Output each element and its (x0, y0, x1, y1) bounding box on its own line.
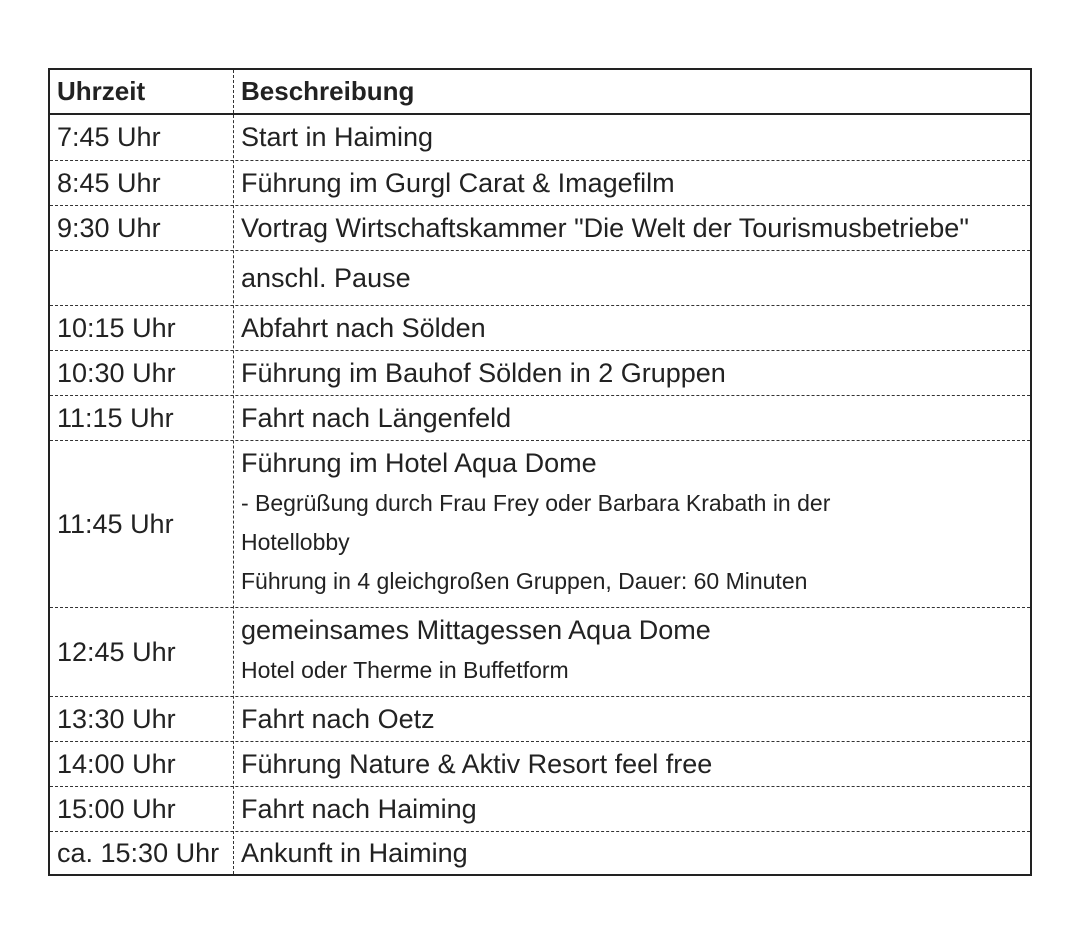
row-detail: Hotellobby (241, 528, 350, 555)
row-time: 9:30 Uhr (57, 212, 161, 243)
header-time: Uhrzeit (57, 76, 146, 106)
row-time: 10:30 Uhr (57, 357, 176, 388)
row-description (233, 206, 1030, 250)
row-detail: Hotel oder Therme in Buffetform (241, 656, 569, 683)
table-row (50, 115, 1030, 160)
row-description (233, 441, 1030, 607)
row-description (233, 396, 1030, 440)
row-time: 15:00 Uhr (57, 793, 176, 824)
row-title: anschl. Pause (241, 262, 411, 293)
table-row (50, 696, 1030, 741)
table-row (50, 205, 1030, 250)
row-description (233, 351, 1030, 395)
table-row (50, 305, 1030, 350)
row-description (233, 787, 1030, 831)
row-description (233, 832, 1030, 874)
row-title: Vortrag Wirtschaftskammer "Die Welt der Tourismusbetriebe" (241, 212, 969, 243)
row-description (233, 608, 1030, 696)
row-description (233, 697, 1030, 741)
table-row (50, 250, 1030, 305)
row-time: 12:45 Uhr (57, 636, 176, 667)
row-time: 11:15 Uhr (57, 402, 174, 433)
table-row (50, 395, 1030, 440)
row-time: 10:15 Uhr (57, 312, 176, 343)
row-title: Abfahrt nach Sölden (241, 312, 486, 343)
row-title: Fahrt nach Oetz (241, 703, 435, 734)
row-description (233, 306, 1030, 350)
row-time (50, 251, 233, 305)
row-title: Führung Nature & Aktiv Resort feel free (241, 748, 713, 779)
table-row (50, 741, 1030, 786)
row-time: 14:00 Uhr (57, 748, 176, 779)
table-row (50, 350, 1030, 395)
row-title: Fahrt nach Haiming (241, 793, 477, 824)
schedule-table (48, 68, 1032, 876)
row-detail: Führung in 4 gleichgroßen Gruppen, Dauer: 60 Minuten (241, 567, 808, 594)
table-row (50, 440, 1030, 607)
row-description (233, 161, 1030, 205)
table-row (50, 160, 1030, 205)
table-row (50, 831, 1030, 874)
row-detail: - Begrüßung durch Frau Frey oder Barbara Krabath in der (241, 489, 831, 516)
row-description (233, 251, 1030, 305)
row-description (233, 115, 1030, 160)
row-title: Führung im Gurgl Carat & Imagefilm (241, 167, 675, 198)
row-title: Start in Haiming (241, 122, 434, 153)
row-title: Führung im Hotel Aqua Dome (241, 448, 597, 479)
table-row (50, 607, 1030, 696)
row-title: Führung im Bauhof Sölden in 2 Gruppen (241, 357, 726, 388)
row-title: gemeinsames Mittagessen Aqua Dome (241, 615, 711, 646)
row-title: Fahrt nach Längenfeld (241, 402, 512, 433)
row-time: ca. 15:30 Uhr (57, 837, 220, 868)
header-description: Beschreibung (241, 76, 415, 106)
table-row (50, 786, 1030, 831)
row-title: Ankunft in Haiming (241, 837, 468, 868)
row-description (233, 742, 1030, 786)
row-time: 8:45 Uhr (57, 167, 161, 198)
row-time: 11:45 Uhr (57, 508, 174, 539)
row-time: 13:30 Uhr (57, 703, 176, 734)
table-header-row (50, 70, 1030, 115)
row-time: 7:45 Uhr (57, 122, 161, 152)
